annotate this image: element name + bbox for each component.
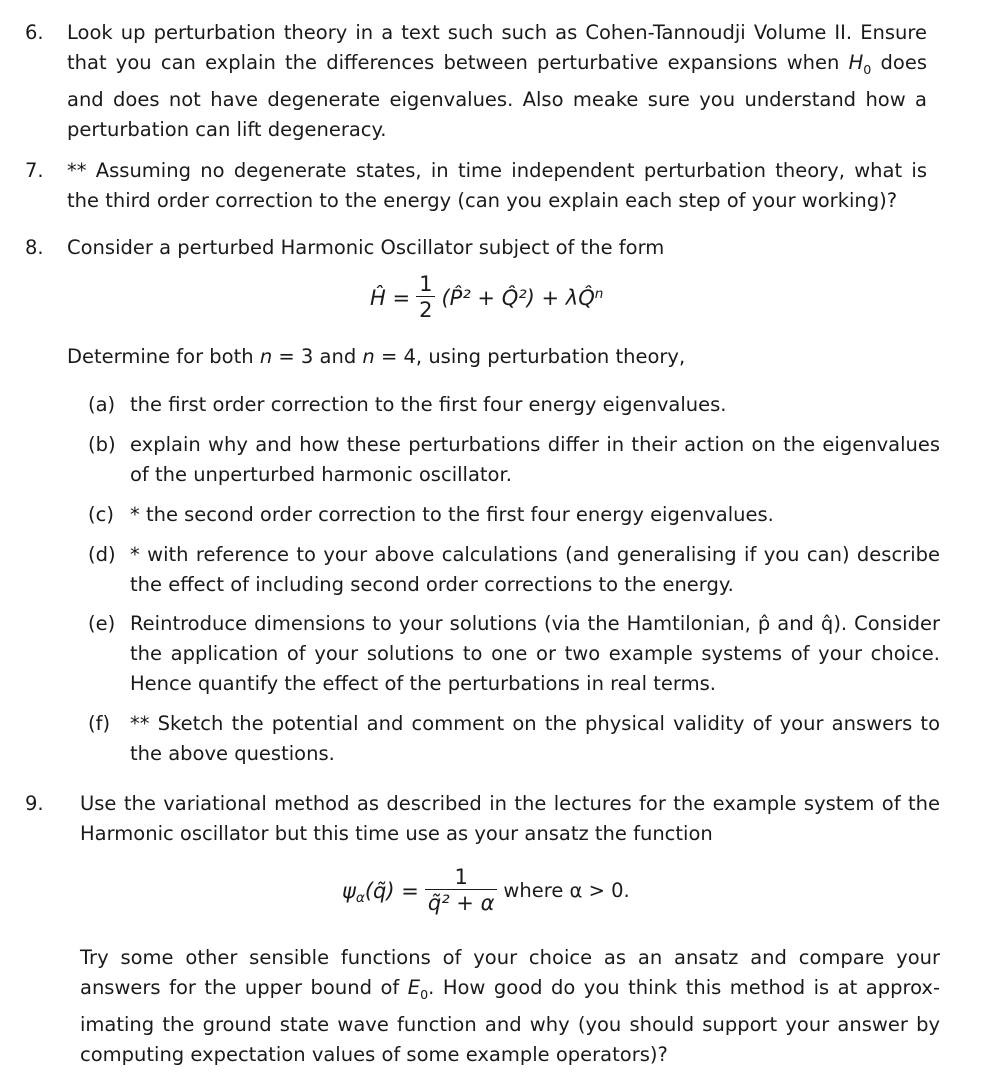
determine-text [67, 342, 927, 372]
item-9-after-text [80, 943, 940, 1070]
eq-lhs-sub: α [355, 890, 365, 906]
text: = 4, using perturbation theory, [374, 345, 686, 368]
eq-sign: = [392, 285, 411, 310]
subitem-b-text: explain why and how these perturbations differ in their action on the eigenvalues of the unperturbed harmonic oscillator. [130, 433, 940, 486]
math-sub: 0 [420, 986, 429, 1002]
item-7-text: ** Assuming no degenerate states, in time independent perturbation theory, what is the third order correction to the energy (can you explain each step of your working)? [67, 159, 927, 212]
text: Try some other sensible functions of your choice as an ansatz and compare your answers for the upper bound of [80, 946, 940, 999]
eq-lhs: Ĥ [370, 285, 386, 310]
eq-exponent: n [594, 286, 604, 302]
eq-body: (P̂² + Q̂²) + λQ̂ [441, 285, 595, 310]
math-n: n [259, 345, 273, 368]
subitem-f-text: ** Sketch the potential and comment on the physical validity of your answers to the above questions. [130, 712, 940, 765]
math-sub: 0 [863, 61, 872, 77]
fraction [425, 865, 498, 916]
subitem-e-text: Reintroduce dimensions to your solutions (via the Hamtilonian, p̂ and q̂). Consider the application of your solutions to one or two example systems of your choice. Hence quantify the effect of the perturbations in real terms. [130, 612, 940, 695]
item-6-number: 6. [25, 21, 44, 44]
text: . How good do you think this method is at approximating the ground state wave function and why (you should support your answer by computing expectation values of some example operators)? [80, 976, 940, 1066]
item-9-number: 9. [25, 792, 44, 815]
subitem-c-label: (c) [88, 503, 114, 526]
math-n: n [362, 345, 375, 368]
math-h: H [848, 51, 864, 74]
numerator: 1 [454, 865, 468, 889]
denominator: q̃² + α [425, 889, 498, 916]
text: does and does not have degenerate eigenvalues. Also meake sure you understand how a perturbation can lift degeneracy. [67, 51, 927, 141]
subitem-d-text: * with reference to your above calculations (and generalising if you can) describe the effect of including second order corrections to the energy. [130, 543, 940, 596]
item-8-text: Consider a perturbed Harmonic Oscillator subject of the form [67, 236, 665, 259]
numerator: 1 [419, 272, 433, 296]
item-6-text [67, 18, 927, 145]
denominator: 2 [416, 296, 435, 323]
subitem-c-text: * the second order correction to the first four energy eigenvalues. [130, 503, 774, 526]
eq-lhs: ψ [342, 878, 356, 903]
item-9-text: Use the variational method as described in the lectures for the example system of the Harmonic oscillator but this time use as your ansatz the function [80, 792, 940, 845]
eq-sign: = [401, 878, 419, 903]
subitem-b-label: (b) [88, 433, 116, 456]
ansatz-equation [342, 865, 630, 916]
text: Look up perturbation theory in a text such such as Cohen-Tannoudji Volume II. Ensure that you can explain the differences between perturbative expansions when [67, 21, 927, 74]
hamiltonian-equation [370, 272, 603, 323]
subitem-a-label: (a) [88, 393, 116, 416]
text: Determine for both [67, 345, 260, 368]
text: = 3 and [272, 345, 363, 368]
math-e: E [407, 976, 421, 999]
eq-condition: where α > 0. [503, 879, 630, 902]
subitem-e-label: (e) [88, 612, 116, 635]
item-7-number: 7. [25, 159, 44, 182]
subitem-d-label: (d) [88, 543, 116, 566]
subitem-f-label: (f) [88, 712, 111, 735]
subitem-a-text: the first order correction to the first four energy eigenvalues. [130, 393, 727, 416]
fraction [416, 272, 435, 323]
item-8-number: 8. [25, 236, 44, 259]
eq-arg: (q̃) [364, 878, 395, 903]
